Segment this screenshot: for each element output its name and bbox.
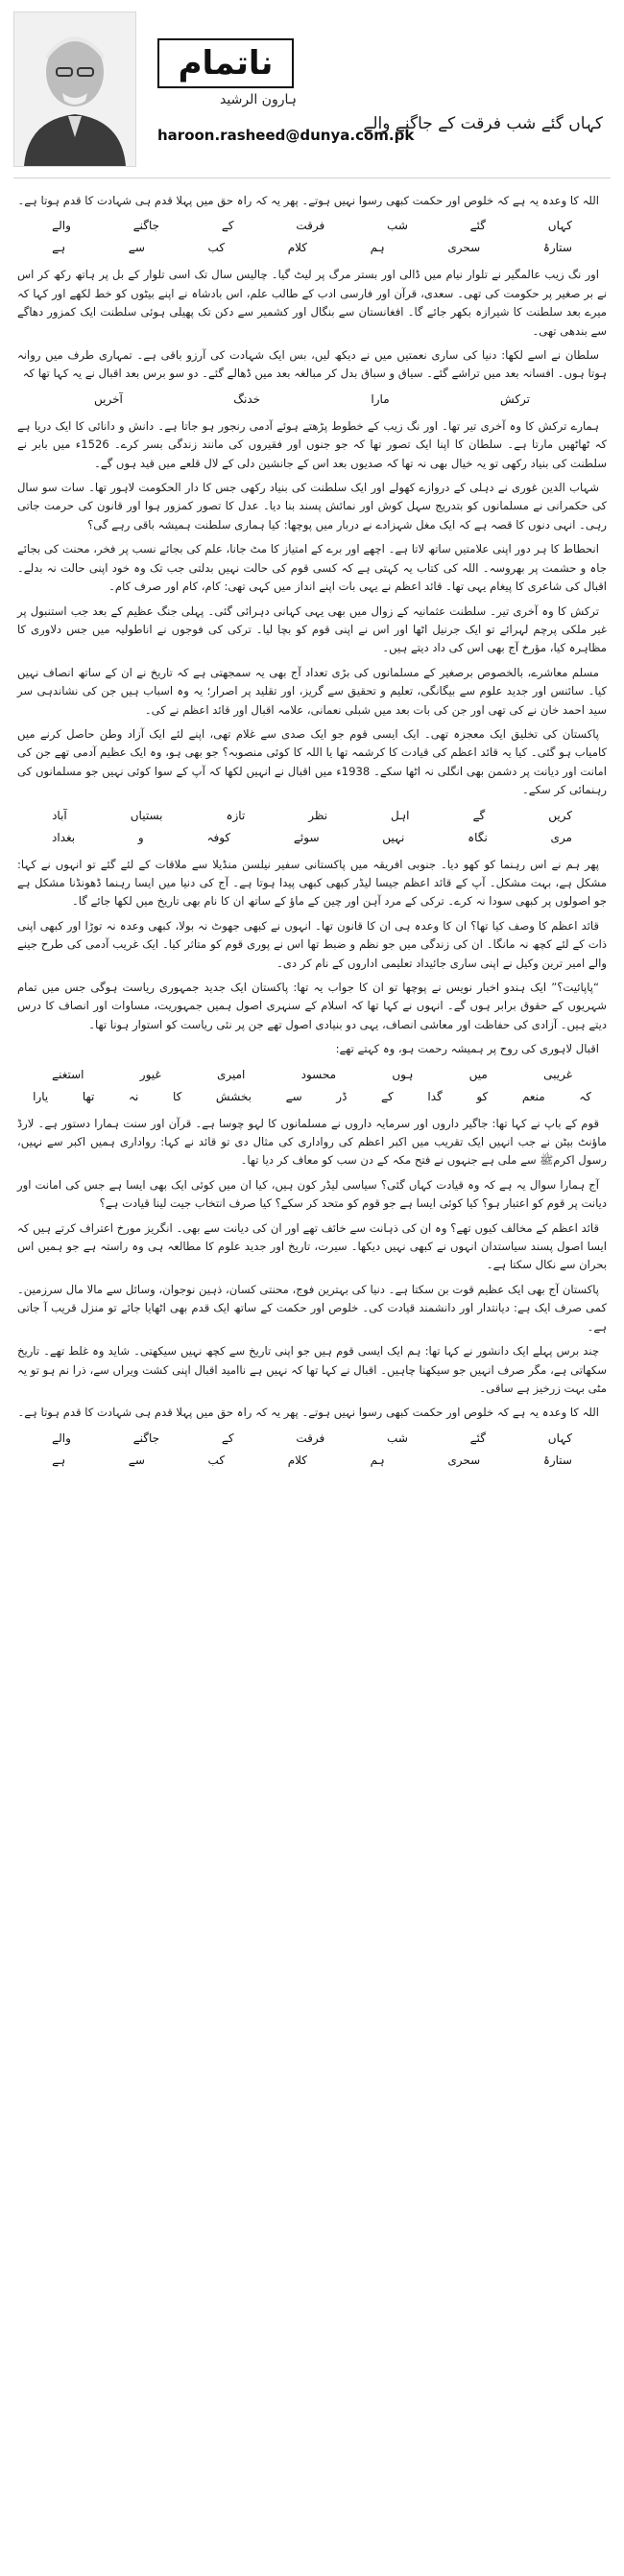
verse-word: ہم xyxy=(370,1453,385,1467)
verse-word: نہ xyxy=(128,1089,139,1103)
verse-word: و xyxy=(137,830,144,844)
verse-word: منعم xyxy=(521,1089,545,1103)
verse-word: سے xyxy=(285,1089,302,1103)
verse-word: کہ xyxy=(579,1089,591,1103)
verse-word: شب xyxy=(387,219,408,233)
verse-block xyxy=(17,1429,607,1471)
verse-word: نہیں xyxy=(382,830,405,844)
verse-word: ہم xyxy=(370,241,385,255)
paragraph: اللہ کا وعدہ یہ ہے کہ خلوص اور حکمت کبھی رسوا نہیں ہوتے۔ پھر یہ کہ راہ حق میں پہلا قدم ہی شہادت کا قدم ہوتا ہے۔ xyxy=(17,1406,599,1420)
verse-word: محسود xyxy=(300,1067,337,1081)
verse-word: کہاں xyxy=(547,1430,572,1445)
verse-word: کلام xyxy=(287,241,307,255)
verse-word: فرقت xyxy=(296,219,325,233)
verse-word: گے xyxy=(472,808,486,822)
paragraph: ہمارے ترکش کا وہ آخری تیر تھا۔ اور نگ زیب کے خطوط پڑھتے ہوئے آدمی رنجور ہو جاتا ہے۔ دانش و دانائی کا ایک دریا ہے کہ ٹھاٹھیں مارتا ہے۔ سلطان کا اپنا ایک تصور تھا کہ جو جنوں اور فقیروں کی مانند زندگی بسر کرے۔ 1526ء میں بابر نے سلطنت کی بنیاد رکھی تو یہ خیال بھی نہ تھا کہ صدیوں بعد اس کے جانشین دلی کے لال قلعے میں قید ہوں گے۔ xyxy=(17,418,607,470)
article-body xyxy=(17,192,607,1471)
verse-word: کے xyxy=(381,1089,394,1103)
paragraph: قائد اعظم کا وصف کیا تھا؟ ان کا وعدہ ہی ان کا قانون تھا۔ انہوں نے کبھی جھوٹ نہ بولا، کبھی وعدہ نہ توڑا اور کبھی اپنی ذات کے لئے کچھ نہ مانگا۔ ان کی زندگی میں جو نظم و ضبط تھا اس نے پوری قوم کو متاثر کیا۔ ایک غریب آدمی کی طرح جینے والے امیر ترین وکیل نے اپنی ساری جائیداد تعلیمی اداروں کے نام کر دی۔ xyxy=(17,918,607,970)
verse-word: نظر xyxy=(308,808,328,822)
verse-word: ترکش xyxy=(500,391,530,406)
verse-word: استغنے xyxy=(52,1067,84,1081)
paragraph: اور نگ زیب عالمگیر نے تلوار نیام میں ڈالی اور بستر مرگ پر لیٹ گیا۔ چالیس سال تک اسی تلوار کے بل پر ہاتھ رکھ کر اس نے بر صغیر پر حکومت کی تھی۔ سعدی، قرآن اور فارسی ادب کے طالب علم، اس بادشاہ نے اپنے بیٹوں کو خط لکھے اور کہا کہ میرے بعد سلطنت کا شیرازہ بکھر جائے گا۔ افغانستان سے بنگال اور کشمیر سے دکن تک پھیلی ہوئی سلطنت ایک کمزور دھاگے سے بندھی تھی۔ xyxy=(17,268,607,338)
verse-word: غریبی xyxy=(543,1067,572,1081)
column-header xyxy=(13,0,611,178)
verse-line xyxy=(52,238,572,258)
verse-word: جاگنے xyxy=(132,1430,160,1445)
verse-word: فرقت xyxy=(296,1430,325,1445)
verse-block xyxy=(17,216,607,258)
verse-word: سوئے xyxy=(293,830,320,844)
paragraph: چند برس پہلے ایک دانشور نے کہا تھا: ہم ایک ایسی قوم ہیں جو اپنی تاریخ سے کچھ نہیں سیکھتی۔ شاید وہ غلط تھے۔ تاریخ سکھاتی ہے، مگر صرف انہیں جو سیکھنا چاہیں۔ اقبال نے کہا تھا کہ نہیں ہے ناامید اقبال اپنی کشت ویراں سے، ذرا نم ہو تو یہ مٹی بہت زرخیز ہے ساقی۔ xyxy=(17,1344,607,1395)
verse-word: کب xyxy=(207,241,226,255)
verse-block xyxy=(17,390,607,410)
verse-word: کے xyxy=(221,219,234,233)
verse-word: گئے xyxy=(469,219,487,233)
verse-block xyxy=(17,806,607,848)
verse-line xyxy=(52,1429,572,1449)
verse-word: آباد xyxy=(52,808,67,822)
paragraph: قائد اعظم کے مخالف کیوں تھے؟ وہ ان کی ذہانت سے خائف تھے اور ان کی دیانت سے بھی۔ انگریز مورخ اعتراف کرتے ہیں کہ ایسا اصول پسند سیاستدان انہوں نے کبھی نہیں دیکھا۔ سیرت، تاریخ اور جدید علوم کا مطالعہ ہی وہ راستہ ہے جو ہمیں اس بحران سے نکال سکتا ہے۔ xyxy=(17,1220,607,1272)
verse-word: ہوں xyxy=(392,1067,414,1081)
verse-word: ستارۂ xyxy=(542,241,572,255)
verse-word: ڈر xyxy=(336,1089,348,1103)
verse-word: سے xyxy=(128,241,145,255)
author-email[interactable]: haroon.rasheed@dunya.com.pk xyxy=(157,127,415,144)
verse-word: اہل xyxy=(391,808,410,822)
verse-line xyxy=(52,806,572,826)
author-photo xyxy=(13,12,136,167)
verse-word: والے xyxy=(52,1430,71,1445)
verse-word: غیور xyxy=(139,1067,161,1081)
verse-word: مری xyxy=(550,830,572,844)
verse-block xyxy=(17,1065,607,1107)
verse-word: سحری xyxy=(447,1453,481,1467)
verse-word: گدا xyxy=(427,1089,443,1103)
verse-word: سے xyxy=(128,1453,145,1467)
verse-word: کا xyxy=(172,1089,182,1103)
paragraph: سلطان نے اسے لکھا: دنیا کی ساری نعمتیں میں نے دیکھ لیں، بس ایک شہادت کی آرزو باقی ہے۔ تمہاری طرف میں روانہ ہوتا ہوں۔ افسانہ بعد میں تراشے گئے۔ سیاق و سباق بدل کر مبالغہ بعد میں ڈھالے گئے۔ دو سو برس بعد اقبال نے یہ کہا تھا کہ xyxy=(17,348,607,381)
paragraph: آج ہمارا سوال یہ ہے کہ وہ قیادت کہاں گئی؟ سیاسی لیڈر کون ہیں، کیا ان میں کوئی ایک بھی ایسا ہے جس کی امانت اور دیانت پر قوم کو اعتبار ہو؟ کیا کوئی ایسا ہے جو قوم کو متحد کر سکے؟ کیا صرف انتخاب جیت لینا قیادت ہے؟ xyxy=(17,1177,607,1211)
verse-word: گئے xyxy=(469,1430,487,1445)
verse-line xyxy=(52,828,572,848)
verse-word: بغداد xyxy=(52,830,76,844)
paragraph: پاکستان کی تخلیق ایک معجزہ تھی۔ ایک ایسی قوم جو ایک صدی سے غلام تھی، اپنے لئے ایک آزاد وطن حاصل کرنے میں کامیاب ہو گئی۔ کیا یہ قائد اعظم کی قیادت کا کرشمہ تھا یا اللہ کا کوئی منصوبہ؟ جو بھی ہو، وہ ایک عظیم آدمی تھے جن کی امانت اور دیانت پر دشمن بھی انگلی نہ اٹھا سکے۔ 1938ء میں اقبال نے انہیں لکھا کہ آپ کے سوا کوئی نہیں جو مسلمانوں کی رہنمائی کر سکے۔ xyxy=(17,726,607,797)
verse-word: بستیاں xyxy=(130,808,163,822)
verse-word: ہے xyxy=(52,241,66,255)
verse-word: کہاں xyxy=(547,219,572,233)
paragraph: پاکستان آج بھی ایک عظیم قوت بن سکتا ہے۔ دنیا کی بہترین فوج، محنتی کسان، ذہین نوجوان، وسائل سے مالا مال سرزمین۔ کمی صرف ایک ہے: دیانتدار اور دانشمند قیادت کی۔ خلوص اور حکمت کے ساتھ ایک قدم بھی اٹھایا جائے تو منزل قریب آ جاتی ہے۔ xyxy=(17,1282,607,1334)
verse-word: کریں xyxy=(548,808,572,822)
verse-word: بخشش xyxy=(215,1089,252,1103)
verse-line xyxy=(33,1087,591,1107)
verse-word: مارا xyxy=(371,391,390,406)
author-portrait-icon xyxy=(14,12,135,166)
verse-word: خدنگ xyxy=(233,391,261,406)
verse-word: امیری xyxy=(216,1067,246,1081)
paragraph: اقبال لاہوری کی روح پر ہمیشہ رحمت ہو، وہ کہتے تھے: xyxy=(335,1042,599,1056)
verse-word: ستارۂ xyxy=(542,1453,572,1467)
verse-line xyxy=(52,1065,572,1085)
verse-line xyxy=(94,390,530,410)
verse-word: تھا xyxy=(82,1089,95,1103)
verse-word: نگاہ xyxy=(468,830,488,844)
paragraph: ترکش کا وہ آخری تیر۔ سلطنت عثمانیہ کے زوال میں بھی یہی کہانی دہرائی گئی۔ پہلی جنگ عظیم کے بعد جب استنبول پر غیر ملکی پرچم لہرائے تو ایک جرنیل اٹھا اور اس نے اپنی قوم کو بچا لیا۔ ترکی کی فوجوں نے اناطولیہ میں جس دلاوری کا مظاہرہ کیا، مؤرخ آج بھی اس کی داد دیتے ہیں۔ xyxy=(17,603,607,655)
paragraph: “پاپائیت؟” ایک ہندو اخبار نویس نے پوچھا تو ان کا جواب یہ تھا: پاکستان ایک جدید جمہوری ریاست ہوگی جس میں تمام شہریوں کے حقوق برابر ہوں گے۔ انہوں نے کہا تھا کہ اسلام کے سنہری اصول ہمیں جمہوریت، مساوات اور انصاف کا درس دیتے ہیں۔ آزادی کی حفاظت اور معاشی انصاف، یہی دو بنیادی اصول تھے جن پر نئی ریاست کو استوار ہونا تھا۔ xyxy=(17,981,607,1031)
verse-word: کلام xyxy=(287,1453,307,1467)
paragraph: پھر ہم نے اس رہنما کو کھو دیا۔ جنوبی افریقہ میں پاکستانی سفیر نیلسن منڈیلا سے ملاقات کے لئے گئے تو انہوں نے کہا: مشکل ہے، بہت مشکل۔ آپ کے قائد اعظم جیسا لیڈر کبھی کبھی پیدا ہوتا ہے۔ آج کی دنیا میں ایسا رہنما ڈھونڈنا مشکل ہے جو اصولوں پر کبھی سودا نہ کرے۔ ترکی کے مرد آہن اور چین کے ماؤ کے ساتھ ان کا نام بھی تاریخ میں لکھا جائے گا۔ xyxy=(17,857,607,909)
verse-word: یارا xyxy=(33,1089,49,1103)
verse-word: تازہ xyxy=(226,808,246,822)
paragraph: قوم کے باپ نے کہا تھا: جاگیر داروں اور سرمایہ داروں نے مسلمانوں کا لہو چوسا ہے۔ قرآن اور سنت ہمارا دستور ہے۔ لارڈ ماؤنٹ بیٹن نے جب انہیں ایک تقریب میں اکبر اعظم کی رواداری کی مثال دی تو قائد نے کہا: رواداری ہمیں اکبر سے نہیں، رسول اکرمﷺ سے ملی ہے جنہوں نے فتح مکہ کے دن سب کو معاف کر دیا تھا۔ xyxy=(17,1116,607,1168)
verse-word: کو xyxy=(476,1089,489,1103)
verse-line xyxy=(52,216,572,236)
verse-word: کب xyxy=(207,1453,226,1467)
verse-word: کوفہ xyxy=(206,830,231,844)
paragraph: انحطاط کا ہر دور اپنی علامتیں ساتھ لاتا ہے۔ اچھے اور برے کے امتیاز کا مٹ جانا، علم کی بجائے نسب پر فخر، محنت کی بجائے جاہ و حشمت پر بھروسہ۔ اللہ کی کتاب یہ کہتی ہے کہ کسی قوم کی حالت نہیں بدلتی جب تک وہ خود اپنی حالت نہ بدلے۔ اقبال کی شاعری کا پیغام یہی تھا۔ قائد اعظم نے یہی بات اپنے انداز میں کہی تھی: کام، کام اور صرف کام۔ xyxy=(17,542,607,594)
paragraph: مسلم معاشرے، بالخصوص برصغیر کے مسلمانوں کی بڑی تعداد آج بھی یہ سمجھتی ہے کہ تاریخ نے ان کے ساتھ انصاف نہیں کیا۔ سائنس اور جدید علوم سے بیگانگی، تعلیم و تحقیق سے گریز، اور تقلید پر اصرار؛ یہ وہ اسباب ہیں جن کی نشاندہی سر سید احمد خان نے کی تھی اور جن کی بات بعد میں شبلی نعمانی، علامہ اقبال اور قائد اعظم نے کی۔ xyxy=(17,665,607,717)
verse-word: کے xyxy=(221,1430,234,1445)
verse-word: شب xyxy=(387,1430,408,1445)
column-logo: ناتمام xyxy=(157,38,294,88)
verse-word: سحری xyxy=(447,241,481,255)
verse-word: میں xyxy=(468,1067,488,1081)
verse-word: والے xyxy=(52,219,71,233)
paragraph: اللہ کا وعدہ یہ ہے کہ خلوص اور حکمت کبھی رسوا نہیں ہوتے۔ پھر یہ کہ راہ حق میں پہلا قدم ہی شہادت کا قدم ہوتا ہے۔ xyxy=(17,194,599,207)
verse-word: آخریں xyxy=(94,391,123,406)
author-name: ہارون الرشید xyxy=(220,92,297,107)
verse-word: جاگنے xyxy=(132,219,160,233)
verse-line xyxy=(52,1451,572,1471)
paragraph: شہاب الدین غوری نے دہلی کے دروازے کھولے اور ایک سلطنت کی بنیاد رکھی جس کا دار الحکومت لاہور تھا۔ سات سو سال کی حکمرانی نے مسلمانوں کو بتدریج سہل کوش اور نمائش پسند بنا دیا۔ عدل کا تصور کمزور ہوا اور قانون کی حرمت جاتی رہی۔ انہی دنوں کا قصہ ہے کہ ایک مغل شہزادے نے دربار میں پوچھا: کیا ہماری سلطنت ہمیشہ باقی رہے گی؟ xyxy=(17,481,607,532)
article-headline: کہاں گئے شب فرقت کے جاگنے والے xyxy=(363,114,603,133)
verse-word: ہے xyxy=(52,1453,66,1467)
